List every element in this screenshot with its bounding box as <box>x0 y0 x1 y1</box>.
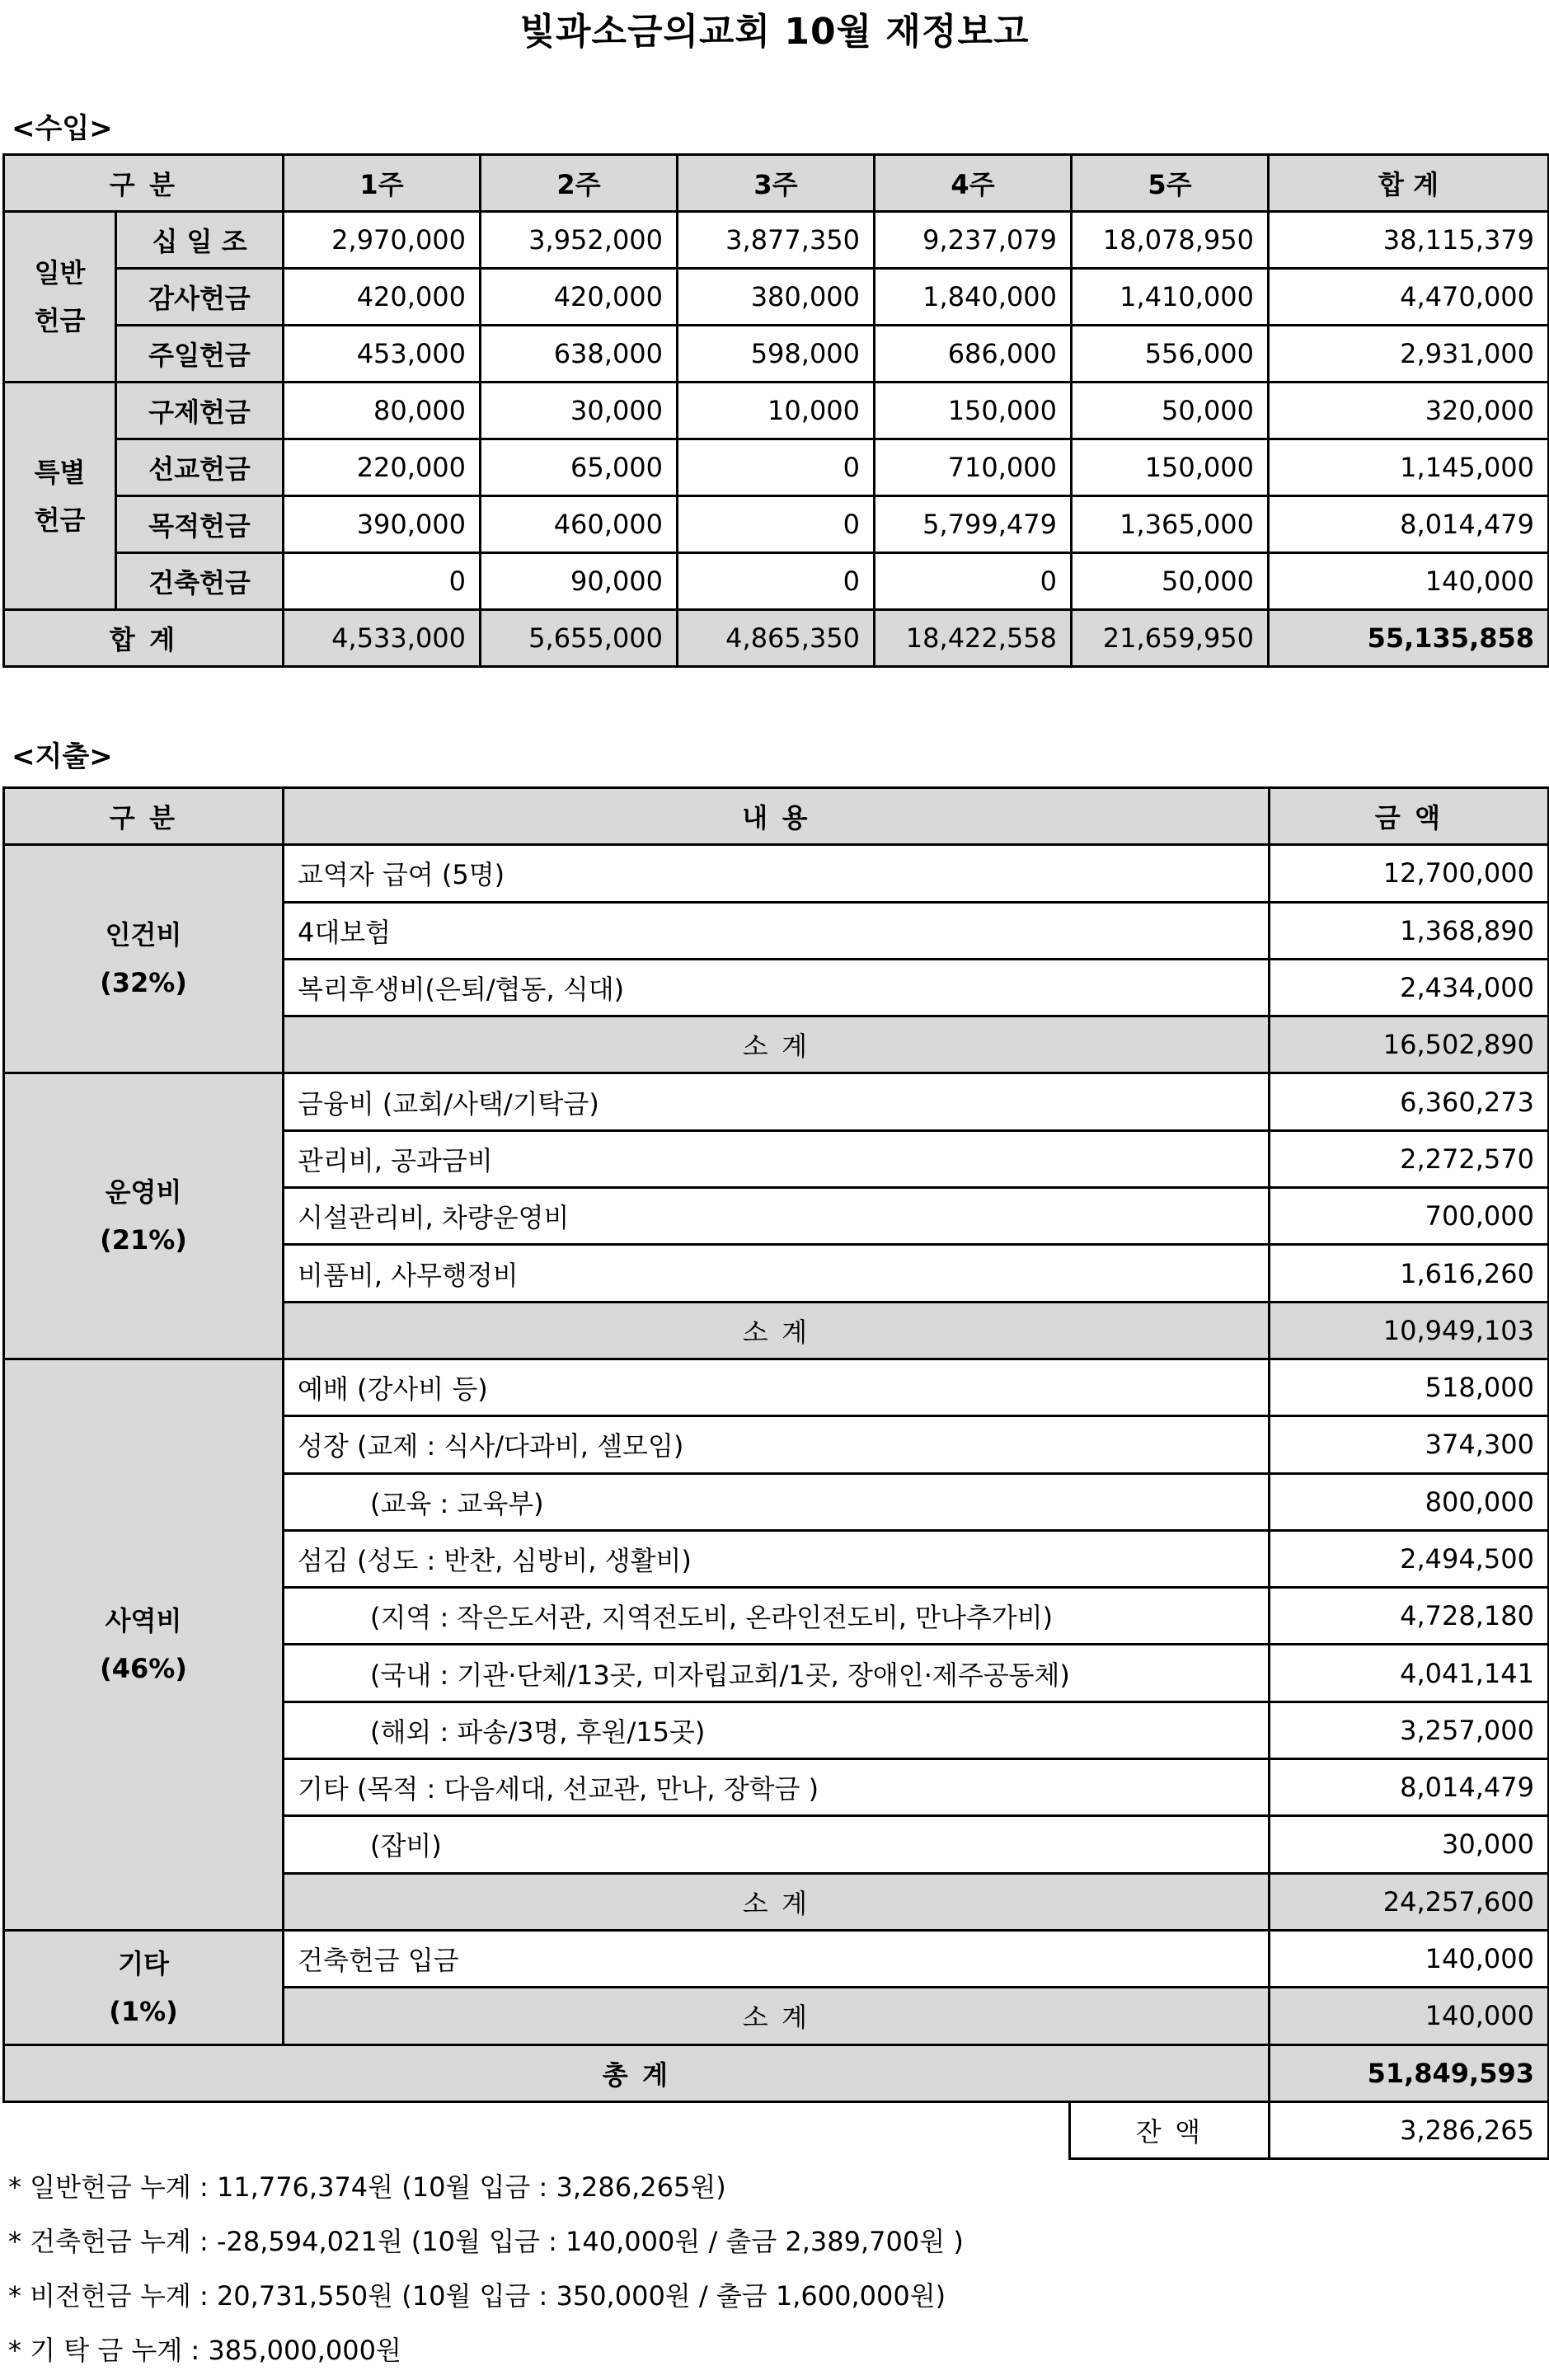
expense-item-content: (국내 : 기관·단체/13곳, 미자립교회/1곳, 장애인·제주공동체) <box>284 1645 1270 1702</box>
expense-total-row <box>4 2044 1549 2101</box>
expense-item-amount: 12,700,000 <box>1270 845 1549 902</box>
notes <box>8 2160 964 2378</box>
income-item-label: 선교헌금 <box>116 439 284 496</box>
expense-category-cell <box>4 1930 284 2044</box>
income-value: 3,877,350 <box>678 212 875 269</box>
income-grand-total: 55,135,858 <box>1269 610 1549 667</box>
expense-item-content: 시설관리비, 차량운영비 <box>284 1188 1270 1245</box>
expense-category-cell <box>4 1359 284 1930</box>
income-value: 5,799,479 <box>875 496 1072 553</box>
expense-grand-total: 51,849,593 <box>1270 2044 1549 2101</box>
expense-subtotal-label: 소 계 <box>284 1016 1270 1073</box>
expense-item-amount: 3,257,000 <box>1270 1702 1549 1758</box>
expense-item-amount: 2,434,000 <box>1270 959 1549 1016</box>
expense-row <box>4 845 1549 902</box>
income-item-label: 목적헌금 <box>116 496 284 553</box>
income-value: 140,000 <box>1269 553 1549 610</box>
income-row <box>4 383 1549 439</box>
income-value: 0 <box>678 496 875 553</box>
income-value: 1,410,000 <box>1072 269 1269 326</box>
category-name: 사역비 <box>105 1604 182 1636</box>
expense-item-content: (지역 : 작은도서관, 지역전도비, 온라인전도비, 만나추가비) <box>284 1588 1270 1645</box>
expense-item-amount: 374,300 <box>1270 1416 1549 1473</box>
income-value: 0 <box>875 553 1072 610</box>
expense-category-cell <box>4 1073 284 1359</box>
income-item-label: 건축헌금 <box>116 553 284 610</box>
income-value: 18,078,950 <box>1072 212 1269 269</box>
expense-header-amount: 금 액 <box>1270 788 1549 845</box>
category-percent: (21%) <box>100 1224 187 1256</box>
income-value: 90,000 <box>481 553 678 610</box>
income-header-row <box>4 155 1549 212</box>
expense-subtotal-label: 소 계 <box>284 1302 1270 1359</box>
income-value: 150,000 <box>1072 439 1269 496</box>
expense-row <box>4 1930 1549 1987</box>
income-row <box>4 212 1549 269</box>
income-value: 8,014,479 <box>1269 496 1549 553</box>
page-title: 빛과소금의교회 10월 재정보고 <box>519 11 1030 53</box>
income-row <box>4 496 1549 553</box>
expense-item-amount: 1,368,890 <box>1270 902 1549 959</box>
note-building-offering: * 건축헌금 누계 : -28,594,021원 (10월 입금 : 140,000원 / 출금 2,389,700원 ) <box>8 2226 964 2257</box>
expense-row <box>4 1073 1549 1130</box>
expense-item-amount: 30,000 <box>1270 1816 1549 1873</box>
expense-item-content: 금융비 (교회/사택/기탁금) <box>284 1073 1270 1130</box>
income-value: 638,000 <box>481 326 678 383</box>
income-value: 420,000 <box>481 269 678 326</box>
income-value: 2,970,000 <box>284 212 481 269</box>
income-total-value: 21,659,950 <box>1072 610 1269 667</box>
income-row <box>4 326 1549 383</box>
income-value: 1,145,000 <box>1269 439 1549 496</box>
expense-category-cell <box>4 845 284 1073</box>
balance-label: 잔 액 <box>1070 2102 1270 2159</box>
expense-item-content: (잡비) <box>284 1816 1270 1873</box>
income-value: 686,000 <box>875 326 1072 383</box>
income-value: 50,000 <box>1072 383 1269 439</box>
expense-item-content: (해외 : 파송/3명, 후원/15곳) <box>284 1702 1270 1758</box>
income-value: 380,000 <box>678 269 875 326</box>
income-value: 3,952,000 <box>481 212 678 269</box>
income-value: 0 <box>678 439 875 496</box>
income-header-col: 1주 <box>284 155 481 212</box>
income-item-label: 감사헌금 <box>116 269 284 326</box>
expense-subtotal-amount: 10,949,103 <box>1270 1302 1549 1359</box>
income-value: 10,000 <box>678 383 875 439</box>
income-value: 38,115,379 <box>1269 212 1549 269</box>
income-item-label: 주일헌금 <box>116 326 284 383</box>
income-header-category: 구 분 <box>4 155 284 212</box>
category-name: 기타 <box>118 1947 169 1979</box>
income-item-label: 십 일 조 <box>116 212 284 269</box>
income-value: 0 <box>284 553 481 610</box>
category-name: 운영비 <box>105 1176 182 1209</box>
expense-item-content: 관리비, 공과금비 <box>284 1130 1270 1187</box>
income-total-value: 4,533,000 <box>284 610 481 667</box>
income-header-col: 3주 <box>678 155 875 212</box>
income-total-label: 합 계 <box>4 610 284 667</box>
income-section-label: <수입> <box>12 112 113 145</box>
expense-item-content: 예배 (강사비 등) <box>284 1359 1270 1415</box>
income-value: 598,000 <box>678 326 875 383</box>
income-value: 2,931,000 <box>1269 326 1549 383</box>
income-value: 556,000 <box>1072 326 1269 383</box>
income-value: 9,237,079 <box>875 212 1072 269</box>
expense-subtotal-amount: 16,502,890 <box>1270 1016 1549 1073</box>
income-row <box>4 269 1549 326</box>
income-value: 65,000 <box>481 439 678 496</box>
income-value: 0 <box>678 553 875 610</box>
income-category-cell <box>4 212 116 383</box>
income-value: 150,000 <box>875 383 1072 439</box>
note-general-offering: * 일반헌금 누계 : 11,776,374원 (10월 입금 : 3,286,265원) <box>8 2171 726 2203</box>
income-category-cell <box>4 383 116 610</box>
income-total-value: 18,422,558 <box>875 610 1072 667</box>
expense-item-amount: 4,041,141 <box>1270 1645 1549 1702</box>
income-row <box>4 553 1549 610</box>
income-header-col: 5주 <box>1072 155 1269 212</box>
expense-section-label: <지출> <box>12 740 113 773</box>
income-value: 1,840,000 <box>875 269 1072 326</box>
expense-subtotal-label: 소 계 <box>284 1873 1270 1930</box>
expense-subtotal-label: 소 계 <box>284 1988 1270 2044</box>
expense-item-content: 기타 (목적 : 다음세대, 선교관, 만나, 장학금 ) <box>284 1759 1270 1816</box>
income-total-value: 4,865,350 <box>678 610 875 667</box>
income-total-row <box>4 610 1549 667</box>
expense-item-amount: 800,000 <box>1270 1473 1549 1530</box>
expense-item-content: 비품비, 사무행정비 <box>284 1245 1270 1302</box>
income-value: 710,000 <box>875 439 1072 496</box>
income-value: 30,000 <box>481 383 678 439</box>
income-value: 320,000 <box>1269 383 1549 439</box>
expense-item-content: 건축헌금 입금 <box>284 1930 1270 1987</box>
balance-table <box>1068 2101 1549 2160</box>
income-header-col: 합 계 <box>1269 155 1549 212</box>
income-value: 1,365,000 <box>1072 496 1269 553</box>
income-value: 220,000 <box>284 439 481 496</box>
expense-item-amount: 700,000 <box>1270 1188 1549 1245</box>
expense-item-content: 섬김 (성도 : 반찬, 심방비, 생활비) <box>284 1530 1270 1587</box>
income-value: 390,000 <box>284 496 481 553</box>
expense-item-amount: 2,272,570 <box>1270 1130 1549 1187</box>
expense-total-label: 총 계 <box>4 2044 1270 2101</box>
expense-item-content: 성장 (교제 : 식사/다과비, 셀모임) <box>284 1416 1270 1473</box>
expense-item-amount: 6,360,273 <box>1270 1073 1549 1130</box>
category-name: 일반 헌금 <box>34 257 86 336</box>
expense-item-amount: 2,494,500 <box>1270 1530 1549 1587</box>
balance-amount: 3,286,265 <box>1270 2102 1549 2159</box>
expense-item-amount: 518,000 <box>1270 1359 1549 1415</box>
expense-table <box>2 786 1549 2103</box>
expense-item-amount: 1,616,260 <box>1270 1245 1549 1302</box>
expense-item-content: 교역자 급여 (5명) <box>284 845 1270 902</box>
category-name: 인건비 <box>105 919 182 951</box>
category-percent: (46%) <box>100 1652 187 1684</box>
note-vision-offering: * 비전헌금 누계 : 20,731,550원 (10월 입금 : 350,000원 / 출금 1,600,000원) <box>8 2280 946 2312</box>
income-row <box>4 439 1549 496</box>
income-value: 420,000 <box>284 269 481 326</box>
expense-header-content: 내 용 <box>284 788 1270 845</box>
income-value: 453,000 <box>284 326 481 383</box>
income-value: 4,470,000 <box>1269 269 1549 326</box>
expense-item-content: (교육 : 교육부) <box>284 1473 1270 1530</box>
income-item-label: 구제헌금 <box>116 383 284 439</box>
expense-item-amount: 140,000 <box>1270 1930 1549 1987</box>
note-deposit: * 기 탁 금 누계 : 385,000,000원 <box>8 2335 401 2366</box>
category-name: 특별 헌금 <box>34 456 86 536</box>
expense-header-row <box>4 788 1549 845</box>
income-total-value: 5,655,000 <box>481 610 678 667</box>
expense-header-category: 구 분 <box>4 788 284 845</box>
category-percent: (1%) <box>109 1995 178 2027</box>
income-value: 50,000 <box>1072 553 1269 610</box>
expense-subtotal-amount: 24,257,600 <box>1270 1873 1549 1930</box>
income-value: 80,000 <box>284 383 481 439</box>
expense-item-amount: 8,014,479 <box>1270 1759 1549 1816</box>
income-header-col: 2주 <box>481 155 678 212</box>
expense-item-amount: 4,728,180 <box>1270 1588 1549 1645</box>
income-value: 460,000 <box>481 496 678 553</box>
expense-row <box>4 1359 1549 1415</box>
expense-item-content: 복리후생비(은퇴/협동, 식대) <box>284 959 1270 1016</box>
category-percent: (32%) <box>100 967 187 999</box>
expense-subtotal-amount: 140,000 <box>1270 1988 1549 2044</box>
expense-item-content: 4대보험 <box>284 902 1270 959</box>
income-table <box>2 153 1549 668</box>
income-header-col: 4주 <box>875 155 1072 212</box>
